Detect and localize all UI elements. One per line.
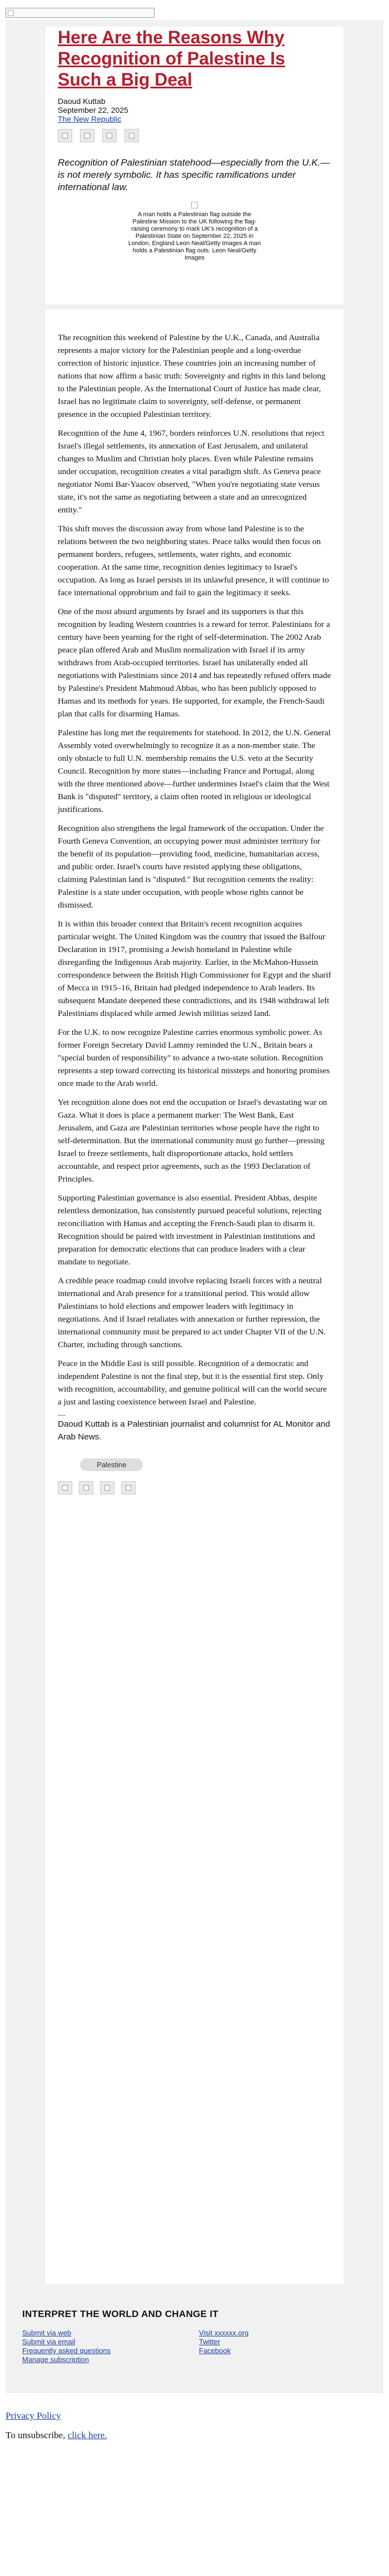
share-facebook-button[interactable]: [58, 129, 72, 142]
share-email-button[interactable]: [121, 1481, 136, 1494]
unsubscribe-text: To unsubscribe,: [6, 2430, 66, 2440]
paragraph: This shift moves the discussion away from whose land Palestine is to the relations between the two neighboring states. Peace talks would then focus on permanent borders, refugees, settlements, water rights, and economic cooperation. At the same time, recognition denies legitimacy to Israel's occupation. As long as Israel persists in its unlawful presence, it will continue to face international opprobrium and fail to gain the legitimacy it seeks.: [58, 524, 330, 597]
share-facebook-button[interactable]: [58, 1481, 72, 1494]
paragraph: Recognition also strengthens the legal framework of the occupation. Under the Fourth Geneva Convention, an occupying power must administer territory for the benefit of its population—providing food, medicine, humanitarian access, and public order. Israel's courts have resisted applying these obligations, claiming Palestinian land is "disputed." But recognition cements the reality: Palestine is a state under occupation, with people whose rights cannot be dismissed.: [58, 824, 324, 910]
email-icon: [129, 133, 134, 138]
twitter-icon: [84, 133, 90, 138]
submit-web-link[interactable]: Submit via web: [22, 2329, 72, 2337]
privacy-policy-link[interactable]: Privacy Policy: [6, 2410, 61, 2421]
facebook-icon: [62, 1485, 68, 1491]
share-linkedin-button[interactable]: [102, 129, 117, 142]
visit-site-link[interactable]: Visit xxxxxx.org: [199, 2329, 249, 2337]
paragraph: Recognition of the June 4, 1967, borders reinforces U.N. resolutions that reject Israel's illegal settlements, its annexation of East Jerusalem, and unilateral changes to Muslim and Christian holy places. Even while Palestine remains under occupation, recognition creates a vital paradigm shift. As Geneva peace negotiator Nomi Bar-Yaacov observed, "When you're negotiating state versus state, it's not the same as negotiating between a state and an unrecognized entity.": [58, 428, 325, 515]
paragraph: It is within this broader context that Britain's recent recognition acquires particular weight. The United Kingdom was the country that issued the Balfour Declaration in 1917, promising a Jewish homeland in Palestine while disregarding the Indigenous Arab majority. Earlier, in the McMahon-Hussein correspondence between the British High Commissioner for Egypt and the sharif of Mecca in 1915–16, Britain had pledged independence to Arab leaders. Its subsequent Mandate deepened these contradictions, and its 1948 withdrawal left Palestinians displaced while armed Jewish militias seized land.: [58, 919, 331, 1018]
linkedin-icon: [104, 1485, 110, 1491]
manage-subscription-link[interactable]: Manage subscription: [22, 2355, 89, 2364]
paragraph: For the U.K. to now recognize Palestine carries enormous symbolic power. As former Foreign Secretary David Lammy reminded the U.N., Britain bears a "special burden of responsibility" to advance a two-state solution. Recognition represents a step toward correcting its historical missteps and honoring promises once made to the Arab world.: [58, 1028, 330, 1088]
article-dek: Recognition of Palestinian statehood—especially from the U.K.—is not merely symbolic. It has specific ramifications under international law.: [58, 157, 330, 192]
publish-date: September 22, 2025: [58, 106, 128, 114]
paragraph: A credible peace roadmap could involve replacing Israeli forces with a neutral international and Arab presence for a transitional period. This would allow Palestinians to hold elections and empower leaders with legitimacy in negotiations. And if Israel retaliates with annexation or further repression, the international community must be prepared to act under Chapter VII of the U.N. Charter, including through sanctions.: [58, 1276, 326, 1349]
footer-title: INTERPRET THE WORLD AND CHANGE IT: [22, 2309, 219, 2319]
facebook-icon: [62, 133, 68, 138]
topic-tag[interactable]: Palestine: [80, 1458, 143, 1471]
article-headline[interactable]: Here Are the Reasons Why Recognition of Palestine Is Such a Big Deal: [58, 27, 285, 89]
article-body: [46, 309, 343, 2332]
share-linkedin-button[interactable]: [100, 1481, 114, 1494]
faq-link[interactable]: Frequently asked questions: [22, 2346, 111, 2355]
submit-email-link[interactable]: Submit via email: [22, 2338, 76, 2346]
broken-image-icon: [191, 202, 198, 208]
article-photo: [58, 201, 331, 211]
footer-right-links: [199, 2329, 248, 2355]
paragraph: Yet recognition alone does not end the occupation or Israel's devastating war on Gaza. What it does is place a permanent marker: The West Bank, East Jerusalem, and Gaza are Palestinian territories whose people have the right to self-determination. But the international community must go further—pressing Israel to freeze settlements, halt disproportionate attacks, hold settlers accountable, and respect prior agreements, such as the 1993 Declaration of Principles.: [58, 1098, 327, 1184]
twitter-link[interactable]: Twitter: [199, 2338, 221, 2346]
bottom-share-buttons: [58, 1481, 331, 1494]
share-buttons: [58, 129, 331, 142]
paragraph: The recognition this weekend of Palestine by the U.K., Canada, and Australia represents a major victory for the Palestinian people and a long-overdue correction of historic injustice. These countries join an increasing number of nations that now affirm a basic truth: Sovereignty and rights in this land belong to the Palestinian people. As the International Court of Justice has made clear, Israel has no legitimate claim to sovereignty, self-defense, or permanent presence in the occupied Palestinian territory.: [58, 333, 326, 419]
paragraph: Palestine has long met the requirements for statehood. In 2012, the U.N. General Assembly voted overwhelmingly to recognize it as a non-member state. The only obstacle to full U.N. membership remains the U.S. veto at the Security Council. Recognition by more states—including France and Portugal, along with the three mentioned above—further undermines Israel's claim that the West Bank is "disputed" territory, a claim often rooted in religious or ideological justifications.: [58, 728, 331, 814]
bio-divider: [58, 1415, 66, 1416]
twitter-icon: [83, 1485, 89, 1491]
share-twitter-button[interactable]: [80, 129, 94, 142]
footer-left-links: [22, 2329, 111, 2364]
paragraph: Peace in the Middle East is still possible. Recognition of a democratic and independent Palestine is not the final step, but it is the essential first step. Only with recognition, accountability, and genuine political will can the world secure a just and lasting coexistence between Israel and Palestine.: [58, 1359, 327, 1407]
share-twitter-button[interactable]: [79, 1481, 93, 1494]
email-icon: [126, 1485, 131, 1491]
share-email-button[interactable]: [124, 129, 139, 142]
newsletter-footer: [6, 2284, 383, 2393]
paragraph: Supporting Palestinian governance is also essential. President Abbas, despite relentless demonization, has consistently pursued peaceful solutions, rejecting reconciliation with Hamas and accepting the French-Saudi plan to disarm it. Recognition should be paired with investment in Palestinian institutions and preparation for democratic elections that can produce leaders with a clear mandate to negotiate.: [58, 1193, 322, 1267]
photo-caption: A man holds a Palestinian flag outside the Palestine Mission to the UK following the flag-raising ceremony to mark UK's recognition of a Palestinian State on September 22, 2025 in London, England Leon Neal/Getty Images A man holds a Palestinian flag outs. Leon Neal/Getty Images: [128, 211, 261, 261]
author-bio: Daoud Kuttab is a Palestinian journalist and columnist for AL Monitor and Arab News.: [58, 1419, 330, 1442]
author-name: Daoud Kuttab: [58, 97, 106, 106]
header-image: [6, 8, 154, 18]
linkedin-icon: [107, 133, 112, 138]
article-header: [46, 27, 343, 305]
broken-image-icon: [8, 10, 14, 16]
unsubscribe-line: [6, 2430, 107, 2441]
facebook-link[interactable]: Facebook: [199, 2346, 231, 2355]
paragraph: One of the most absurd arguments by Israel and its supporters is that this recognition by leading Western countries is a reward for terror. Palestinians for a century have been yearning for the right of self-determination. The 2002 Arab peace plan offered Arab and Muslim normalization with Israel if its army withdraws from Arab-occupied territories. Israel has unilaterally ended all negotiations with Palestinians since 2014 and has repeatedly refused offers made by Palestine's President Mahmoud Abbas, who has been publicly opposed to Hamas and its methods for years. He supported, for example, the French-Saudi plan that calls for disarming Hamas.: [58, 607, 331, 719]
unsubscribe-link[interactable]: click here.: [67, 2430, 107, 2440]
source-link[interactable]: The New Republic: [58, 114, 122, 123]
